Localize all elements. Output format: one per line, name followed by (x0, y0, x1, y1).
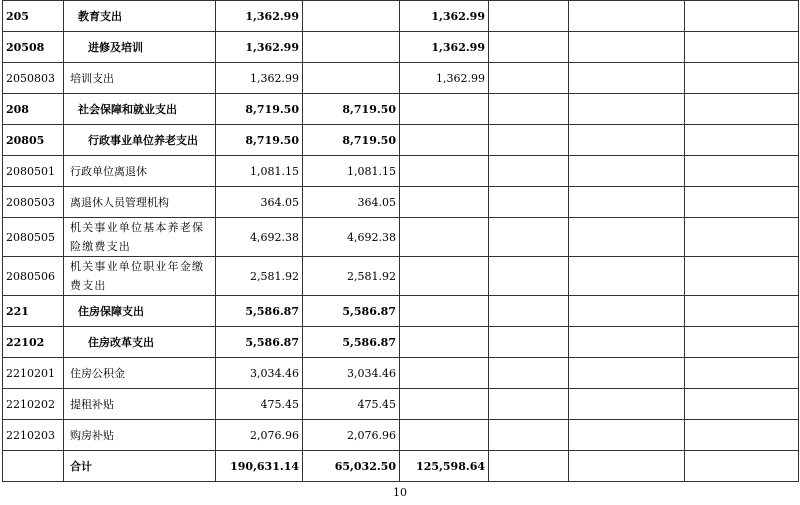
empty-cell (569, 125, 685, 156)
project-expenditure-cell (400, 125, 489, 156)
project-expenditure-cell (400, 257, 489, 296)
code-cell: 2080501 (3, 156, 64, 187)
empty-cell (685, 327, 799, 358)
empty-cell (489, 218, 569, 257)
project-expenditure-cell (400, 358, 489, 389)
empty-cell (569, 257, 685, 296)
total-cell: 8,719.50 (216, 125, 303, 156)
empty-cell (569, 451, 685, 482)
code-cell (3, 451, 64, 482)
code-cell: 221 (3, 296, 64, 327)
empty-cell (685, 156, 799, 187)
project-expenditure-cell (400, 187, 489, 218)
code-cell: 208 (3, 94, 64, 125)
empty-cell (569, 389, 685, 420)
empty-cell (489, 63, 569, 94)
table-row (3, 125, 799, 156)
empty-cell (569, 1, 685, 32)
basic-expenditure-cell: 4,692.38 (303, 218, 400, 257)
total-cell: 364.05 (216, 187, 303, 218)
empty-cell (685, 420, 799, 451)
name-cell: 行政事业单位养老支出 (64, 125, 216, 156)
basic-expenditure-cell: 8,719.50 (303, 125, 400, 156)
empty-cell (569, 63, 685, 94)
code-cell: 20805 (3, 125, 64, 156)
table-row (3, 1, 799, 32)
name-cell: 行政单位离退休 (64, 156, 216, 187)
basic-expenditure-cell: 475.45 (303, 389, 400, 420)
table-row (3, 63, 799, 94)
name-cell: 住房公积金 (64, 358, 216, 389)
empty-cell (685, 125, 799, 156)
total-cell: 4,692.38 (216, 218, 303, 257)
empty-cell (489, 451, 569, 482)
empty-cell (569, 358, 685, 389)
name-cell: 住房改革支出 (64, 327, 216, 358)
empty-cell (685, 32, 799, 63)
empty-cell (685, 94, 799, 125)
name-cell: 教育支出 (64, 1, 216, 32)
empty-cell (685, 1, 799, 32)
table-row (3, 187, 799, 218)
basic-expenditure-cell: 5,586.87 (303, 296, 400, 327)
empty-cell (489, 125, 569, 156)
empty-cell (685, 187, 799, 218)
basic-expenditure-cell: 65,032.50 (303, 451, 400, 482)
code-cell: 2210203 (3, 420, 64, 451)
name-cell: 培训支出 (64, 63, 216, 94)
empty-cell (489, 389, 569, 420)
empty-cell (685, 257, 799, 296)
name-cell: 离退休人员管理机构 (64, 187, 216, 218)
name-cell: 住房保障支出 (64, 296, 216, 327)
table-row (3, 94, 799, 125)
project-expenditure-cell (400, 389, 489, 420)
code-cell: 2080503 (3, 187, 64, 218)
total-cell: 1,362.99 (216, 1, 303, 32)
total-cell: 475.45 (216, 389, 303, 420)
basic-expenditure-cell: 8,719.50 (303, 94, 400, 125)
table-row (3, 257, 799, 296)
name-cell: 社会保障和就业支出 (64, 94, 216, 125)
empty-cell (489, 420, 569, 451)
name-cell: 进修及培训 (64, 32, 216, 63)
total-row (3, 451, 799, 482)
empty-cell (685, 389, 799, 420)
empty-cell (489, 187, 569, 218)
empty-cell (685, 451, 799, 482)
code-cell: 2080506 (3, 257, 64, 296)
basic-expenditure-cell (303, 63, 400, 94)
basic-expenditure-cell: 2,076.96 (303, 420, 400, 451)
code-cell: 2050803 (3, 63, 64, 94)
code-cell: 2210201 (3, 358, 64, 389)
empty-cell (685, 63, 799, 94)
page-number: 10 (393, 486, 407, 499)
empty-cell (685, 358, 799, 389)
table-row (3, 32, 799, 63)
project-expenditure-cell (400, 420, 489, 451)
total-cell: 8,719.50 (216, 94, 303, 125)
empty-cell (489, 296, 569, 327)
total-cell: 2,581.92 (216, 257, 303, 296)
basic-expenditure-cell: 5,586.87 (303, 327, 400, 358)
empty-cell (569, 187, 685, 218)
table-row (3, 296, 799, 327)
total-cell: 2,076.96 (216, 420, 303, 451)
total-cell: 1,081.15 (216, 156, 303, 187)
empty-cell (569, 94, 685, 125)
empty-cell (489, 32, 569, 63)
project-expenditure-cell (400, 327, 489, 358)
empty-cell (489, 94, 569, 125)
total-cell: 1,362.99 (216, 63, 303, 94)
empty-cell (569, 32, 685, 63)
empty-cell (489, 257, 569, 296)
project-expenditure-cell: 1,362.99 (400, 32, 489, 63)
empty-cell (569, 296, 685, 327)
name-cell: 机关事业单位基本养老保险缴费支出 (64, 218, 216, 257)
empty-cell (489, 327, 569, 358)
project-expenditure-cell: 1,362.99 (400, 1, 489, 32)
table-row (3, 358, 799, 389)
basic-expenditure-cell: 3,034.46 (303, 358, 400, 389)
name-cell: 机关事业单位职业年金缴费支出 (64, 257, 216, 296)
empty-cell (489, 156, 569, 187)
total-cell: 1,362.99 (216, 32, 303, 63)
basic-expenditure-cell: 1,081.15 (303, 156, 400, 187)
basic-expenditure-cell (303, 32, 400, 63)
budget-expenditure-table (2, 0, 799, 482)
table-row (3, 389, 799, 420)
total-cell: 5,586.87 (216, 327, 303, 358)
empty-cell (685, 218, 799, 257)
code-cell: 205 (3, 1, 64, 32)
empty-cell (569, 156, 685, 187)
name-cell: 购房补贴 (64, 420, 216, 451)
project-expenditure-cell (400, 94, 489, 125)
table-row (3, 327, 799, 358)
empty-cell (489, 358, 569, 389)
project-expenditure-cell (400, 218, 489, 257)
name-cell: 提租补贴 (64, 389, 216, 420)
code-cell: 20508 (3, 32, 64, 63)
empty-cell (569, 420, 685, 451)
code-cell: 2210202 (3, 389, 64, 420)
basic-expenditure-cell: 364.05 (303, 187, 400, 218)
table-row (3, 420, 799, 451)
total-cell: 190,631.14 (216, 451, 303, 482)
empty-cell (489, 1, 569, 32)
project-expenditure-cell: 125,598.64 (400, 451, 489, 482)
empty-cell (685, 296, 799, 327)
total-cell: 3,034.46 (216, 358, 303, 389)
project-expenditure-cell: 1,362.99 (400, 63, 489, 94)
code-cell: 2080505 (3, 218, 64, 257)
table-row (3, 218, 799, 257)
table-row (3, 156, 799, 187)
empty-cell (569, 327, 685, 358)
project-expenditure-cell (400, 156, 489, 187)
empty-cell (569, 218, 685, 257)
basic-expenditure-cell: 2,581.92 (303, 257, 400, 296)
total-label: 合计 (64, 451, 216, 482)
basic-expenditure-cell (303, 1, 400, 32)
project-expenditure-cell (400, 296, 489, 327)
total-cell: 5,586.87 (216, 296, 303, 327)
code-cell: 22102 (3, 327, 64, 358)
